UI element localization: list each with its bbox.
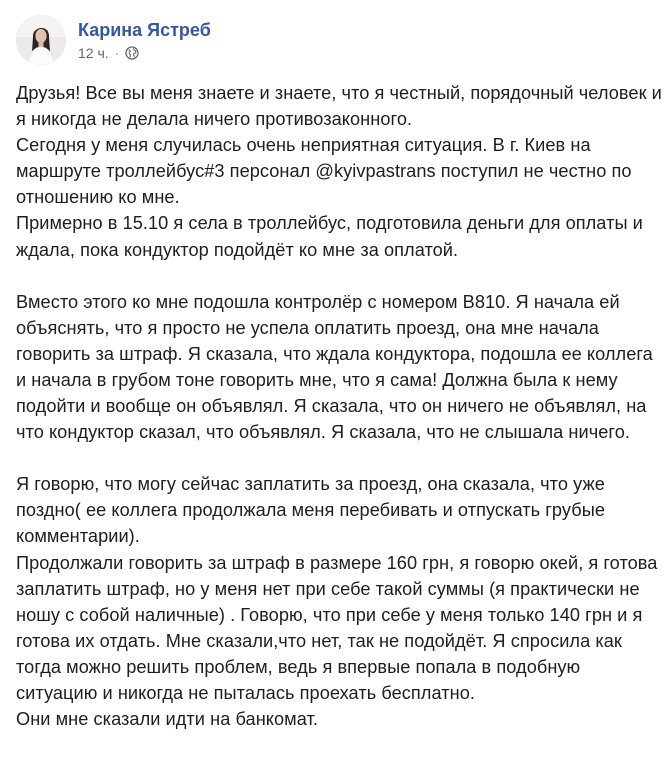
globe-icon[interactable] (125, 46, 139, 60)
post-header (16, 12, 211, 68)
meta-separator: · (114, 45, 120, 61)
paragraph-gap (16, 445, 666, 471)
avatar-photo-icon (16, 15, 66, 65)
post-timestamp[interactable]: 12 ч. (78, 45, 109, 61)
author-avatar[interactable] (16, 15, 66, 65)
post-subline (78, 45, 211, 61)
post-paragraph-3: Я говорю, что могу сейчас заплатить за проезд, она сказала, что уже поздно( ее коллега продолжала меня перебивать и отпускать грубые комментарии). Продолжали говорить за штраф в размере 160 грн, я говорю окей, я готова заплатить штраф, но у меня нет при себе такой суммы (я практически не ношу с собой наличные) . Говорю, что при себе у меня только 140 грн и я готова их отдать. Мне сказали,что нет, так не подойдёт. Я спросила как тогда можно решить проблем, ведь я впервые попала в подобную ситуацию и никогда не пыталась проехать бесплатно. Они мне сказали идти на банкомат. (16, 474, 658, 730)
author-name-link[interactable]: Карина Ястреб (78, 20, 211, 40)
paragraph-gap (16, 263, 666, 289)
post-paragraph-1: Друзья! Все вы меня знаете и знаете, что я честный, порядочный человек и я никогда не делала ничего противозаконного. Сегодня у меня случилась очень неприятная ситуация. В г. Киев на маршруте троллейбус#3 персонал @kyivpastrans поступил не честно по отношению ко мне. Примерно в 15.10 я села в троллейбус, подготовила деньги для оплаты и ждала, пока кондуктор подойдёт ко мне за оплатой. (16, 83, 662, 260)
post-body (16, 80, 666, 732)
post-paragraph-2: Вместо этого ко мне подошла контролёр с номером В810. Я начала ей объяснять, что я просто не успела оплатить проезд, она мне начала говорить за штраф. Я сказала, что ждала кондуктора, подошла ее коллега и начала в грубом тоне говорить мне, что я сама! Должна была к нему подойти и вообще он объявлял. Я сказала, что он ничего не объявлял, на что кондуктор сказал, что объявлял. Я сказала, что не слышала ничего. (16, 291, 658, 443)
post-meta (78, 19, 211, 61)
